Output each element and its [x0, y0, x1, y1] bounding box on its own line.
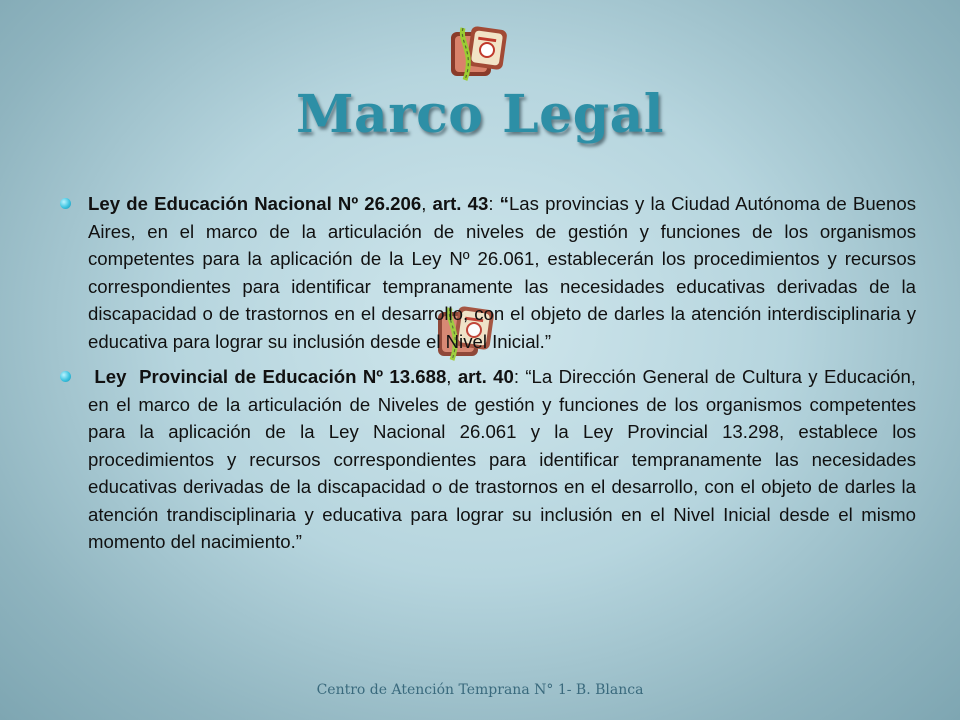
separator: , — [421, 193, 433, 214]
footer-text: Centro de Atención Temprana N° 1- B. Blanca — [316, 682, 644, 698]
separator: , — [446, 366, 458, 387]
bullet-ley-provincial — [60, 363, 916, 556]
teacher-book-logo-icon — [445, 22, 509, 86]
open-quote: “ — [499, 193, 509, 214]
bullet-list — [60, 190, 916, 564]
article-ref: art. 43 — [432, 193, 489, 214]
law-quote-text: Las provincias y la Ciudad Autónoma de Buenos Aires, en el marco de la articulación de niveles de gestión y funciones de los organismos competentes para la aplicación de la Ley Nº 26.061, establecerán los procedimientos y recursos correspondientes para identificar tempranamente las necesidades educativas derivadas de la discapacidad o de trastornos en el desarrollo, con el objeto de darles la atención interdisciplinaria y educativa para lograr su inclusión desde el Nivel Inicial.” — [88, 193, 916, 352]
separator: : — [513, 366, 526, 387]
bullet-dot-icon — [60, 371, 71, 382]
law-name: Ley de Educación Nacional Nº 26.206 — [88, 193, 422, 214]
law-name: Ley Provincial de Educación Nº 13.688 — [88, 366, 447, 387]
bullet-ley-educacion-nacional — [60, 190, 916, 355]
law-quote-text: “La Dirección General de Cultura y Educación, en el marco de la articulación de Niveles de gestión y funciones de los organismos competentes para la aplicación de la Ley Nacional 26.061 y la Ley Provincial 13.298, establece los procedimientos y recursos correspondientes para identificar tempranamente las necesidades educativas derivadas de la discapacidad o de trastornos en el desarrollo, con el objeto de darles la atención trandisciplinaria y educativa para lograr su inclusión en el Nivel Inicial desde el mismo momento del nacimiento.” — [88, 366, 916, 552]
slide-title: Marco Legal — [295, 84, 665, 145]
separator: : — [488, 193, 500, 214]
article-ref: art. 40 — [457, 366, 514, 387]
bullet-dot-icon — [60, 198, 71, 209]
